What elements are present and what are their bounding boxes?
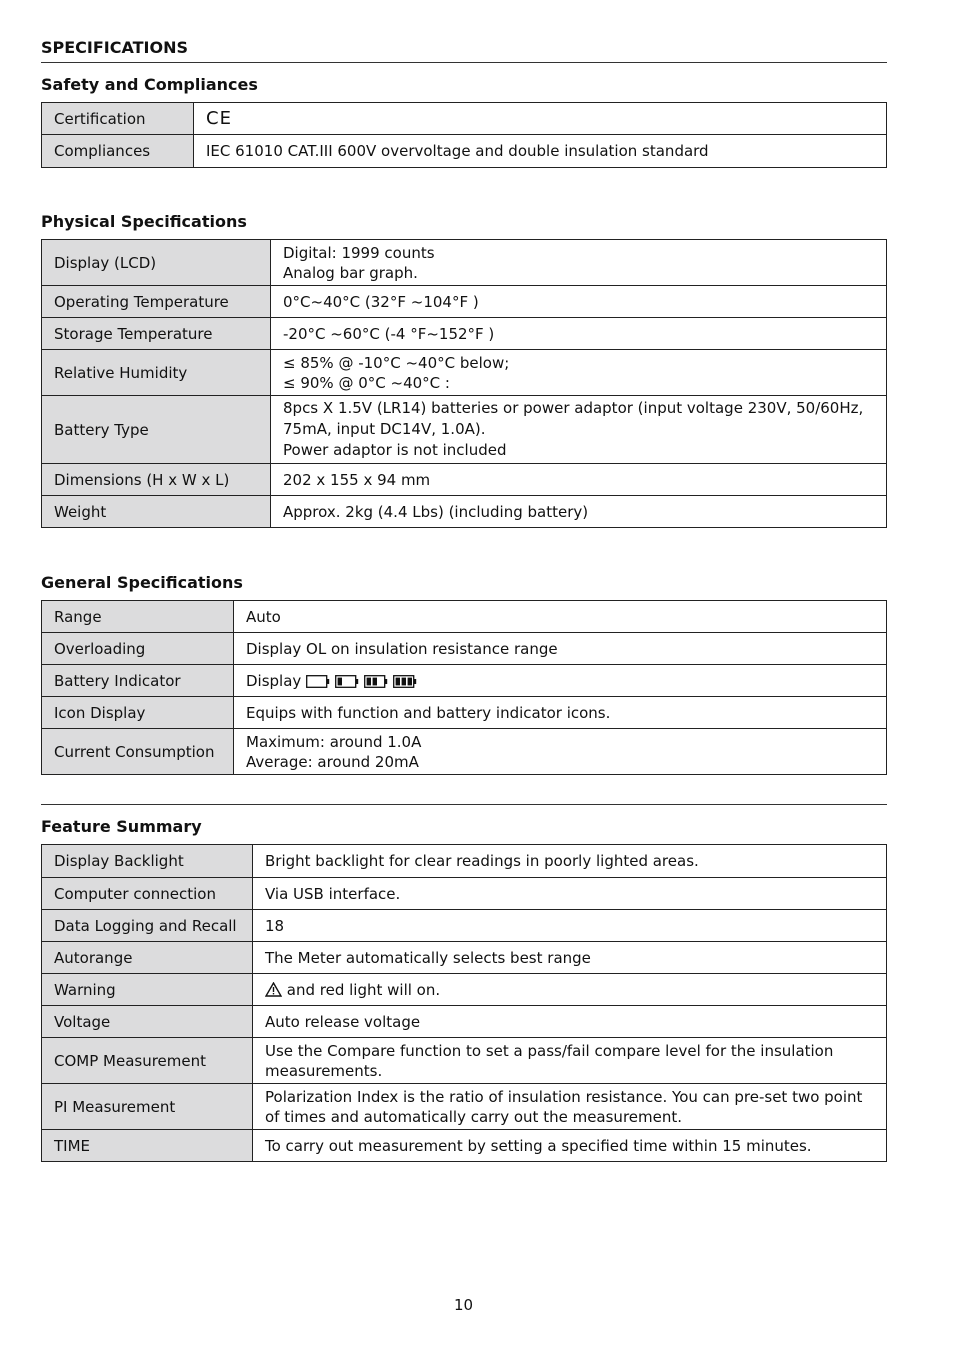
row-label: Storage Temperature <box>42 318 271 350</box>
table-row <box>42 396 887 464</box>
general-table <box>41 600 887 775</box>
section-divider <box>41 804 887 805</box>
row-label: Icon Display <box>42 697 234 729</box>
battery-level-2-icon <box>364 675 388 688</box>
page-title: SPECIFICATIONS <box>41 38 189 57</box>
row-label: Data Logging and Recall <box>42 910 253 942</box>
value-line: ≤ 90% @ 0°C ~40°C : <box>283 373 450 392</box>
row-label: Compliances <box>42 135 194 168</box>
row-value <box>253 1038 887 1084</box>
row-label: Relative Humidity <box>42 350 271 396</box>
value-line: 8pcs X 1.5V (LR14) batteries or power adaptor (input voltage 230V, 50/60Hz, <box>283 399 864 417</box>
row-label: Display (LCD) <box>42 240 271 286</box>
table-row <box>42 496 887 528</box>
value-line: of times and automatically carry out the measurement. <box>265 1107 683 1126</box>
table-row <box>42 697 887 729</box>
row-label: Autorange <box>42 942 253 974</box>
row-label: Display Backlight <box>42 845 253 878</box>
table-row <box>42 665 887 697</box>
row-value: Bright backlight for clear readings in poorly lighted areas. <box>253 845 887 878</box>
row-value <box>271 350 887 396</box>
row-value <box>271 240 887 286</box>
table-row <box>42 240 887 286</box>
row-value <box>234 729 887 775</box>
section-title-physical: Physical Specifications <box>41 212 247 231</box>
table-row <box>42 1130 887 1162</box>
section-title-safety: Safety and Compliances <box>41 75 258 94</box>
value-line: Analog bar graph. <box>283 263 418 282</box>
features-table <box>41 844 887 1162</box>
row-value <box>253 974 887 1006</box>
battery-level-0-icon <box>306 675 330 688</box>
header-divider <box>41 62 887 63</box>
value-line: 75mA, input DC14V, 1.0A). <box>283 420 486 438</box>
row-value: Equips with function and battery indicator icons. <box>234 697 887 729</box>
table-row <box>42 318 887 350</box>
warning-triangle-icon <box>265 982 282 997</box>
warning-text: and red light will on. <box>286 980 441 999</box>
battery-indicator-prefix: Display <box>246 671 302 690</box>
value-line: Maximum: around 1.0A <box>246 732 422 751</box>
row-label: Warning <box>42 974 253 1006</box>
row-label: Battery Type <box>42 396 271 464</box>
row-value: Via USB interface. <box>253 878 887 910</box>
table-row <box>42 974 887 1006</box>
row-value: Auto release voltage <box>253 1006 887 1038</box>
row-value: 0°C~40°C (32°F ~104°F ) <box>271 286 887 318</box>
row-value <box>271 396 887 464</box>
row-value <box>253 1084 887 1130</box>
section-title-general: General Specifications <box>41 573 243 592</box>
value-line: Average: around 20mA <box>246 752 419 771</box>
value-line: ≤ 85% @ -10°C ~40°C below; <box>283 353 510 372</box>
row-label: COMP Measurement <box>42 1038 253 1084</box>
page-number: 10 <box>453 1296 474 1314</box>
value-line: Digital: 1999 counts <box>283 243 435 262</box>
row-value: Approx. 2kg (4.4 Lbs) (including battery) <box>271 496 887 528</box>
safety-table <box>41 102 887 168</box>
value-line: measurements. <box>265 1061 383 1080</box>
battery-level-1-icon <box>335 675 359 688</box>
table-row <box>42 910 887 942</box>
table-row <box>42 1084 887 1130</box>
table-row <box>42 464 887 496</box>
row-value: -20°C ~60°C (-4 °F~152°F ) <box>271 318 887 350</box>
row-label: Current Consumption <box>42 729 234 775</box>
ce-mark-icon: CE <box>206 107 232 129</box>
row-value <box>234 665 887 697</box>
row-value: 18 <box>253 910 887 942</box>
table-row <box>42 135 887 168</box>
row-value: The Meter automatically selects best range <box>253 942 887 974</box>
row-value <box>194 103 887 135</box>
section-title-features: Feature Summary <box>41 817 202 836</box>
row-value: Display OL on insulation resistance range <box>234 633 887 665</box>
table-row <box>42 845 887 878</box>
row-value: IEC 61010 CAT.III 600V overvoltage and double insulation standard <box>194 135 887 168</box>
battery-level-3-icon <box>393 675 417 688</box>
row-label: Overloading <box>42 633 234 665</box>
table-row <box>42 729 887 775</box>
table-row <box>42 286 887 318</box>
table-row <box>42 878 887 910</box>
value-line: Power adaptor is not included <box>283 441 507 459</box>
row-label: Battery Indicator <box>42 665 234 697</box>
table-row <box>42 601 887 633</box>
row-label: Range <box>42 601 234 633</box>
battery-indicator-icons <box>306 672 422 690</box>
table-row <box>42 1006 887 1038</box>
row-label: TIME <box>42 1130 253 1162</box>
table-row <box>42 103 887 135</box>
row-value: 202 x 155 x 94 mm <box>271 464 887 496</box>
row-label: Dimensions (H x W x L) <box>42 464 271 496</box>
table-row <box>42 1038 887 1084</box>
value-line: Polarization Index is the ratio of insulation resistance. You can pre-set two point <box>265 1087 863 1106</box>
physical-table <box>41 239 887 528</box>
table-row <box>42 942 887 974</box>
table-row <box>42 633 887 665</box>
value-line: Use the Compare function to set a pass/fail compare level for the insulation <box>265 1041 834 1060</box>
row-label: Voltage <box>42 1006 253 1038</box>
table-row <box>42 350 887 396</box>
row-label: Weight <box>42 496 271 528</box>
row-label: PI Measurement <box>42 1084 253 1130</box>
row-label: Computer connection <box>42 878 253 910</box>
row-label: Operating Temperature <box>42 286 271 318</box>
row-label: Certification <box>42 103 194 135</box>
row-value: To carry out measurement by setting a specified time within 15 minutes. <box>253 1130 887 1162</box>
row-value: Auto <box>234 601 887 633</box>
